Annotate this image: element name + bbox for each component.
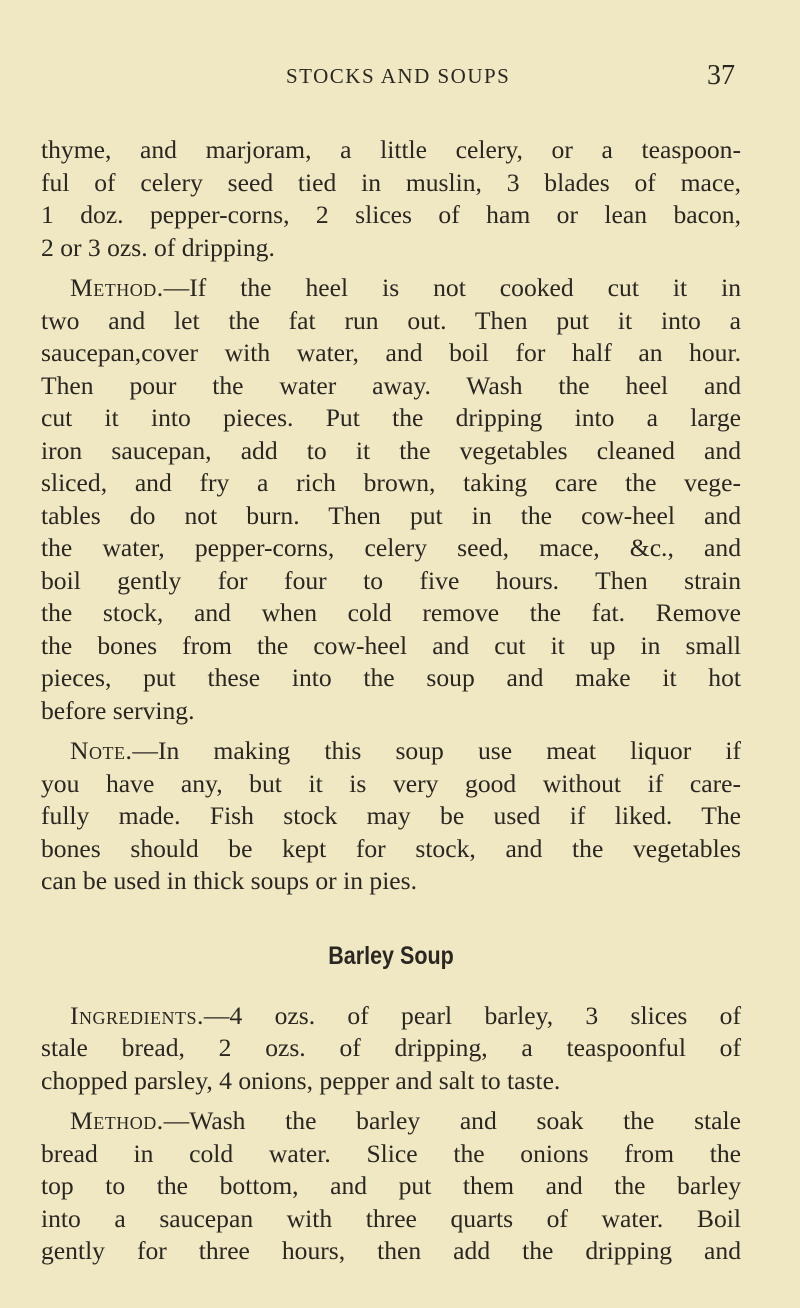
book-page <box>41 0 741 1308</box>
ingredients-label: Ingredients. <box>70 1000 204 1030</box>
ingredients-paragraph <box>41 1000 741 1098</box>
text-line: 2 or 3 ozs. of dripping. <box>41 232 275 262</box>
running-head <box>41 62 741 96</box>
text-line: 1 doz. pepper-corns, 2 slices of ham or lean bacon, <box>41 200 741 229</box>
text-line: bread in cold water. Slice the onions from the <box>41 1138 741 1168</box>
text-line: sliced, and fry a rich brown, taking care the vege- <box>41 468 741 497</box>
method-first-line: —If the heel is not cooked cut it in <box>163 273 741 302</box>
text-line <box>41 1000 741 1033</box>
text-line: fully made. Fish stock may be used if liked. The <box>41 801 741 830</box>
text-line: the stock, and when cold remove the fat. Remove <box>41 598 741 627</box>
text-line: saucepan,cover with water, and boil for half an hour. <box>41 338 741 367</box>
text-line <box>41 272 741 305</box>
text-line: before serving. <box>41 695 195 725</box>
text-line: gently for three hours, then add the dripping and <box>41 1236 741 1265</box>
body-text <box>41 134 741 1268</box>
text-line: top to the bottom, and put them and the barley <box>41 1171 741 1200</box>
text-line: into a saucepan with three quarts of water. Boil <box>41 1203 741 1233</box>
method-first-line: —Wash the barley and soak the stale <box>163 1106 741 1135</box>
text-line: thyme, and marjoram, a little celery, or a teaspoon- <box>41 135 741 164</box>
text-line: ful of celery seed tied in muslin, 3 blades of mace, <box>41 167 741 197</box>
note-first-line: —In making this soup use meat liquor if <box>132 736 741 765</box>
text-line <box>41 1105 741 1138</box>
text-line: the bones from the cow-heel and cut it up in small <box>41 630 741 660</box>
method-paragraph <box>41 272 741 727</box>
method-label: Method. <box>70 1106 164 1135</box>
text-line: can be used in thick soups or in pies. <box>41 866 418 895</box>
note-label: Note. <box>70 736 133 765</box>
ingredients-continuation <box>41 134 741 264</box>
text-line: tables do not burn. Then put in the cow-heel and <box>41 500 741 530</box>
text-line: bones should be kept for stock, and the vegetables <box>41 833 741 863</box>
text-line: two and let the fat run out. Then put it into a <box>41 305 741 335</box>
text-line: you have any, but it is very good without if care- <box>41 768 741 798</box>
text-line: stale bread, 2 ozs. of dripping, a teaspoonful of <box>41 1033 741 1062</box>
method-label: Method. <box>70 273 164 302</box>
text-line: Then pour the water away. Wash the heel and <box>41 370 741 400</box>
ingredients-first-line: —4 ozs. of pearl barley, 3 slices of <box>203 1000 741 1030</box>
text-line: pieces, put these into the soup and make it hot <box>41 663 741 692</box>
note-paragraph <box>41 735 741 898</box>
recipe-title: Barley Soup <box>328 941 454 970</box>
text-line: boil gently for four to five hours. Then strain <box>41 565 741 595</box>
page-number: 37 <box>707 60 735 91</box>
text-line <box>41 735 741 768</box>
text-line: chopped parsley, 4 onions, pepper and salt to taste. <box>41 1065 561 1095</box>
running-title: STOCKS AND SOUPS <box>286 64 511 88</box>
text-line: iron saucepan, add to it the vegetables cleaned and <box>41 435 741 465</box>
method-paragraph-barley <box>41 1105 741 1268</box>
text-line: the water, pepper-corns, celery seed, mace, &c., and <box>41 533 741 562</box>
text-line: cut it into pieces. Put the dripping into a large <box>41 403 741 432</box>
